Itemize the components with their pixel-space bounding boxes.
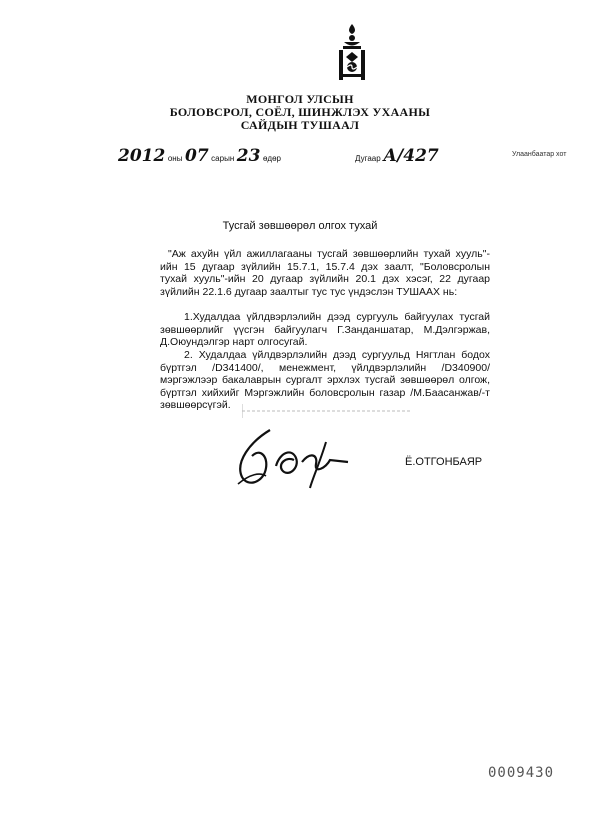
paragraph-item-1: 1.Худалдаа үйлдвэрлэлийн дээд сургууль байгуулах тусгай зөвшөөрлийг үүсгэн байгуулагч Г.Занданшатар, М.Дэлгэржав, Д.Оюундэлгэр нарт олгосугай. [160,311,490,348]
document-serial-number: 0009430 [488,765,555,781]
document-title: Тусгай зөвшөөрөл олгох тухай [222,220,378,232]
date-day: 23 [236,146,261,166]
date-year: 2012 [118,146,166,166]
order-number: А/427 [383,146,439,166]
paragraph-item-2: 2. Худалдаа үйлдвэрлэлийн дээд сургуульд Нягтлан бодох бүртгэл /D341400/, менежмент, үйлдвэрлэлийн /D340900/ мэргэжлээр бакалаврын сургалт эрхлэх тусгай зөвшөөрөл олгож, бүртгэл хийхийг Мэргэжлийн боловсролын газар /М.Баасанжав/-т зөвшөөрсүгэй. [160,349,490,411]
header-line-2: БОЛОВСРОЛ, СОЁЛ, ШИНЖЛЭХ УХААНЫ [169,105,431,119]
signature [230,422,390,492]
order-number-label: Дугаар [355,154,381,163]
header-line-1: МОНГОЛ УЛСЫН [246,92,354,106]
date-year-suffix: оны [167,154,183,163]
date-month-suffix: сарын [211,154,235,163]
stamp-mark [242,402,410,420]
header-line-3: САЙДЫН ТУШААЛ [240,118,360,132]
date-line [118,146,281,166]
signer-name: Ё.ОТГОНБАЯР [405,456,483,468]
date-day-suffix: өдөр [262,154,281,163]
paragraph-preamble: "Аж ахуйн үйл ажиллагааны тусгай зөвшөөрлийн тухай хууль"-ийн 15 дугаар зүйлийн 15.7.1, 15.7.4 дэх заалт, "Боловсролын тухай хууль"-ийн 20 дугаар зүйлийн 20.1 дэх хэсэг, 22 дугаар зүйлийн 22.1.6 дугаар заалтыг тус тус үндэслэн ТУШААХ нь: [160,248,490,298]
city: Улаанбаатар хот [512,151,567,158]
order-number-line [355,146,439,166]
state-emblem-icon [335,22,369,82]
date-month: 07 [184,146,209,166]
